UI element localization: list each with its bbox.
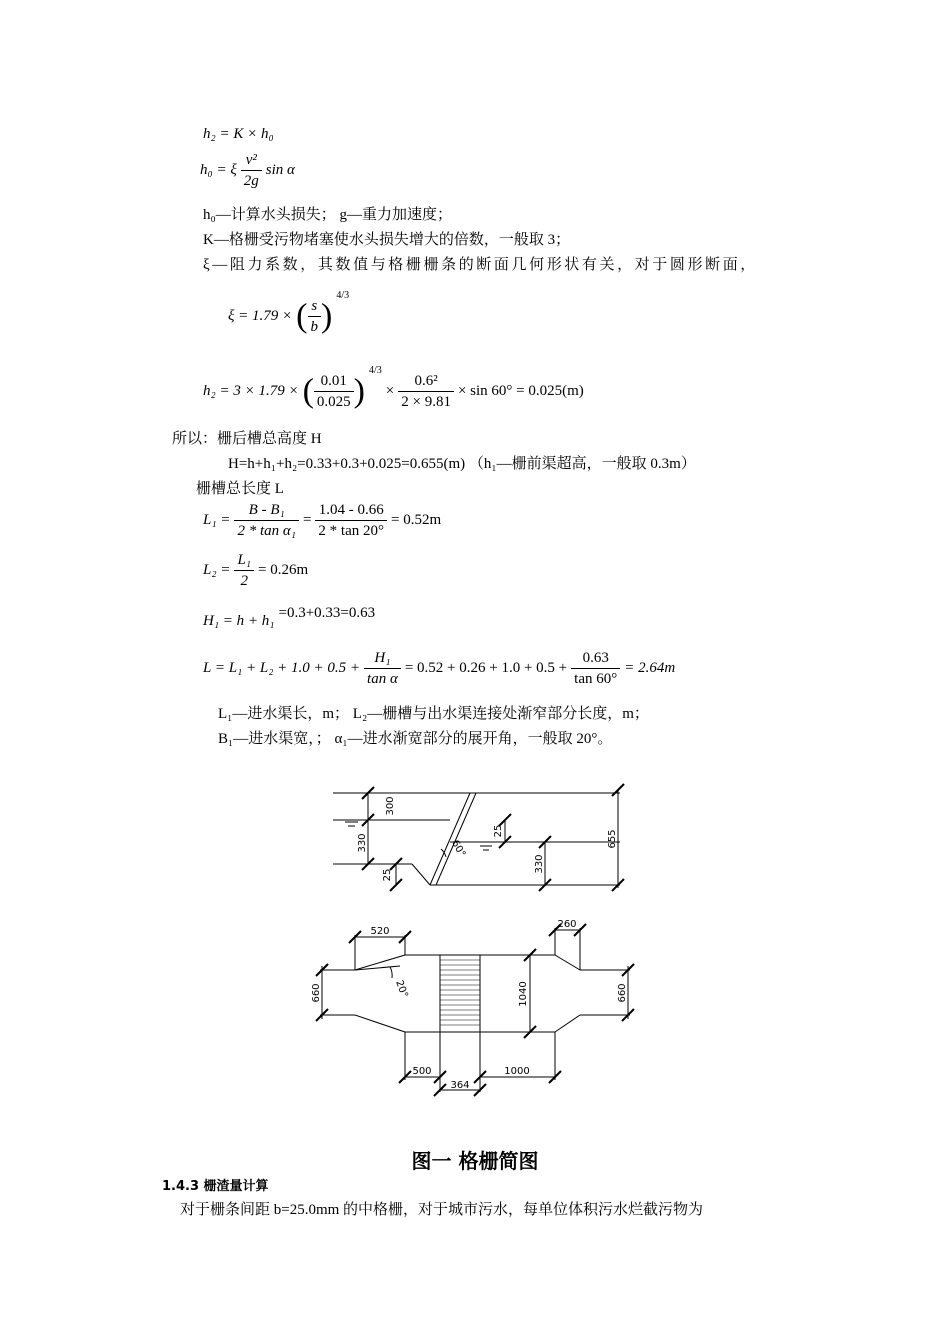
bar-screen-hatching <box>440 960 480 1025</box>
dim-label-25-right: 25 <box>493 824 504 838</box>
dim-label-20-degree: 20° <box>393 978 410 1000</box>
formula-h2-calc-numerator-2: 0.6² <box>398 371 454 392</box>
formula-L1-fraction-1 <box>234 500 299 541</box>
formula-L1-numerator-2: 1.04 - 0.66 <box>315 500 387 521</box>
dim-label-500: 500 <box>412 1066 432 1077</box>
formula-L1-fraction-2 <box>315 500 387 541</box>
formula-h0-numerator: v² <box>241 150 262 171</box>
dim-label-25-left: 25 <box>382 868 393 882</box>
figure-caption: 图一 格栅简图 <box>411 1149 539 1173</box>
formula-xi-denominator: b <box>310 318 318 335</box>
formula-h2-calc-left-paren: ( <box>302 372 314 410</box>
formula-h2-calc-fraction-2 <box>398 371 454 412</box>
text-H-calculation: H=h+h₁+h₂=0.33+0.3+0.025=0.655(m) （h₁—栅前渠超高，一般取 0.3m） <box>228 456 696 472</box>
formula-L-lhs: L = L₁ + L₂ + 1.0 + 0.5 + <box>203 660 361 677</box>
section-heading: 1.4.3 栅渣量计算 <box>162 1179 269 1194</box>
formula-xi-right-paren: ) <box>321 297 333 335</box>
text-K-description: K—格栅受污物堵塞使水头损失增大的倍数，一般取 3； <box>203 232 571 248</box>
formula-L <box>203 648 675 689</box>
formula-h0-fraction <box>241 150 262 191</box>
dim-label-520: 520 <box>370 926 390 937</box>
formula-L-numerator-1: H₁ <box>364 648 401 669</box>
formula-h2-calculation <box>203 365 584 412</box>
text-B1-alpha1-definition: B₁—进水渠宽，； α₁—进水渐宽部分的展开角，一般取 20°。 <box>218 731 613 747</box>
text-xi-description: ξ—阻力系数，其数值与格栅栅条的断面几何形状有关，对于圆形断面， <box>203 257 758 273</box>
formula-H1 <box>203 604 376 629</box>
formula-L-rhs: = 2.64m <box>624 660 676 677</box>
bar-screen-diagram <box>300 775 650 1100</box>
formula-h2-calc-lhs: h₂ = 3 × 1.79 × <box>203 383 299 399</box>
formula-L1-denominator-2: 2 * tan 20° <box>318 523 384 539</box>
formula-L1-numerator-1: B - B₁ <box>234 500 299 521</box>
text-h0-description: h₀—计算水头损失； g—重力加速度； <box>203 207 452 223</box>
formula-h2-calc-exponent: 4/3 <box>369 365 382 376</box>
formula-L1 <box>203 500 441 541</box>
formula-H1-lhs: H₁ = h + h₁ <box>203 613 275 629</box>
formula-L2-numerator: L₁ <box>234 550 254 571</box>
formula-L1-denominator-1: 2 * tan α₁ <box>237 523 296 539</box>
formula-L-fraction-1 <box>364 648 401 689</box>
formula-L2-lhs: L₂ = <box>203 562 231 579</box>
formula-xi <box>228 290 349 337</box>
formula-h2-calc-times: × <box>385 383 395 399</box>
formula-L2-denominator: 2 <box>240 573 248 589</box>
formula-L-numerator-2: 0.63 <box>571 648 620 669</box>
formula-h2-definition: h₂ = K × h₀ <box>203 126 274 142</box>
formula-L2-rhs: = 0.26m <box>258 562 309 579</box>
text-L1-L2-definition: L₁—进水渠长，m； L₂—栅槽与出水渠连接处渐窄部分长度，m； <box>218 706 649 722</box>
formula-h2-calc-denominator-1: 0.025 <box>316 393 351 410</box>
formula-L-fraction-2 <box>571 648 620 689</box>
dim-label-300: 300 <box>385 796 396 816</box>
dim-label-330-left: 330 <box>357 833 368 853</box>
formula-xi-exponent: 4/3 <box>336 290 350 301</box>
dim-label-330-right: 330 <box>534 854 545 874</box>
text-last-line: 对于栅条间距 b=25.0mm 的中格栅，对于城市污水，每单位体积污水烂截污物为 <box>180 1202 704 1218</box>
dim-label-260: 260 <box>557 919 577 930</box>
formula-L-denominator-1: tan α <box>367 671 398 687</box>
formula-xi-numerator: s <box>308 296 322 317</box>
text-total-length-title: 栅槽总长度 L <box>196 481 284 497</box>
formula-L1-eq: = <box>302 512 312 529</box>
formula-h2-calc-numerator-1: 0.01 <box>314 371 354 392</box>
formula-h2-calc-rhs: × sin 60° = 0.025(m) <box>457 383 584 399</box>
formula-xi-lhs: ξ = 1.79 × <box>228 308 293 324</box>
formula-h0 <box>200 150 295 191</box>
formula-L2 <box>203 550 308 591</box>
formula-h2-calc-denominator-2: 2 × 9.81 <box>401 393 451 410</box>
formula-L-mid: = 0.52 + 0.26 + 1.0 + 0.5 + <box>404 660 568 677</box>
formula-L1-rhs: = 0.52m <box>391 512 442 529</box>
dim-label-60-degree: 60° <box>448 838 468 860</box>
dim-label-1000: 1000 <box>504 1066 530 1077</box>
formula-xi-left-paren: ( <box>296 297 308 335</box>
formula-L-denominator-2: tan 60° <box>574 671 618 687</box>
formula-h2-calc-fraction-1 <box>314 371 354 412</box>
formula-L2-fraction <box>234 550 254 591</box>
formula-h0-lhs: h₀ = ξ <box>200 162 237 179</box>
formula-xi-fraction <box>308 296 322 337</box>
dim-label-660-right: 660 <box>617 983 628 1003</box>
dim-label-655: 655 <box>607 829 618 849</box>
formula-h0-rhs: sin α <box>265 162 295 179</box>
dim-label-1040: 1040 <box>518 981 529 1007</box>
formula-L1-lhs: L₁ = <box>203 512 231 529</box>
text-so-total-height: 所以：栅后槽总高度 H <box>172 431 322 447</box>
formula-h2-calc-right-paren: ) <box>353 372 365 410</box>
dim-label-660-left: 660 <box>311 983 322 1003</box>
formula-h0-denominator: 2g <box>243 173 259 189</box>
formula-H1-rhs: =0.3+0.33=0.63 <box>278 605 376 621</box>
dim-label-364: 364 <box>450 1080 470 1091</box>
